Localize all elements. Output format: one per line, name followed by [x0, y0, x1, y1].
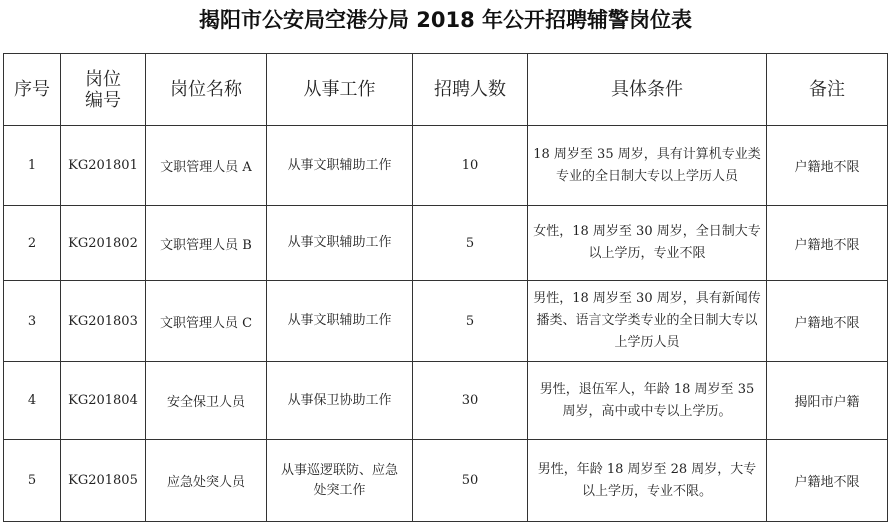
cell-count: 10 — [413, 126, 528, 206]
cell-work-line: 从事文职辅助工作 — [287, 157, 392, 173]
table-row — [4, 206, 888, 281]
cell-name: 文职管理人员 B — [146, 206, 267, 281]
cell-conditions: 男性，18 周岁至 30 周岁，具有新闻传播类、语言文学类专业的全日制大专以上学历人员 — [528, 281, 767, 362]
cell-seq: 3 — [4, 281, 61, 362]
cell-work-line: 从事巡逻联防、应急 — [280, 462, 398, 478]
cell-code: KG201801 — [61, 126, 146, 206]
cell-count: 5 — [413, 206, 528, 281]
cell-conditions: 女性，18 周岁至 30 周岁，全日制大专以上学历，专业不限 — [528, 206, 767, 281]
cell-work — [267, 206, 413, 281]
cell-conditions: 男性，年龄 18 周岁至 28 周岁，大专以上学历，专业不限。 — [528, 440, 767, 522]
header-code-line-2: 编号 — [85, 89, 121, 111]
cell-work-line: 处突工作 — [313, 482, 366, 498]
table-row — [4, 126, 888, 206]
cell-conditions: 18 周岁至 35 周岁，具有计算机专业类专业的全日制大专以上学历人员 — [528, 126, 767, 206]
header-name: 岗位名称 — [146, 54, 267, 126]
cell-work-line: 从事文职辅助工作 — [287, 313, 392, 328]
cell-seq: 1 — [4, 126, 61, 206]
cell-work — [267, 440, 413, 522]
header-count: 招聘人数 — [413, 54, 528, 126]
header-remark: 备注 — [767, 54, 888, 126]
cell-name: 应急处突人员 — [146, 440, 267, 522]
cell-count: 5 — [413, 281, 528, 362]
cell-code: KG201805 — [61, 440, 146, 522]
table-row — [4, 281, 888, 362]
cell-remark: 揭阳市户籍 — [767, 362, 888, 440]
table-row — [4, 440, 888, 522]
header-seq: 序号 — [4, 54, 61, 126]
table-header-row — [4, 54, 888, 126]
cell-work — [267, 126, 413, 206]
header-code — [61, 54, 146, 126]
cell-work-line: 从事保卫协助工作 — [287, 392, 392, 408]
cell-remark: 户籍地不限 — [767, 281, 888, 362]
cell-work — [267, 281, 413, 362]
cell-remark: 户籍地不限 — [767, 440, 888, 522]
cell-work-line: 从事文职辅助工作 — [287, 235, 392, 250]
cell-code: KG201804 — [61, 362, 146, 440]
cell-count: 50 — [413, 440, 528, 522]
page-title: 揭阳市公安局空港分局 2018 年公开招聘辅警岗位表 — [198, 8, 693, 32]
cell-work — [267, 362, 413, 440]
header-code-line-1: 岗位 — [85, 68, 121, 90]
cell-seq: 2 — [4, 206, 61, 281]
cell-code: KG201802 — [61, 206, 146, 281]
cell-name: 文职管理人员 C — [146, 281, 267, 362]
cell-count: 30 — [413, 362, 528, 440]
header-work: 从事工作 — [267, 54, 413, 126]
positions-table — [3, 53, 888, 522]
cell-remark: 户籍地不限 — [767, 206, 888, 281]
cell-conditions: 男性，退伍军人，年龄 18 周岁至 35 周岁，高中或中专以上学历。 — [528, 362, 767, 440]
table-row — [4, 362, 888, 440]
cell-seq: 5 — [4, 440, 61, 522]
cell-name: 文职管理人员 A — [146, 126, 267, 206]
cell-name: 安全保卫人员 — [146, 362, 267, 440]
cell-remark: 户籍地不限 — [767, 126, 888, 206]
cell-code: KG201803 — [61, 281, 146, 362]
header-conditions: 具体条件 — [528, 54, 767, 126]
cell-seq: 4 — [4, 362, 61, 440]
